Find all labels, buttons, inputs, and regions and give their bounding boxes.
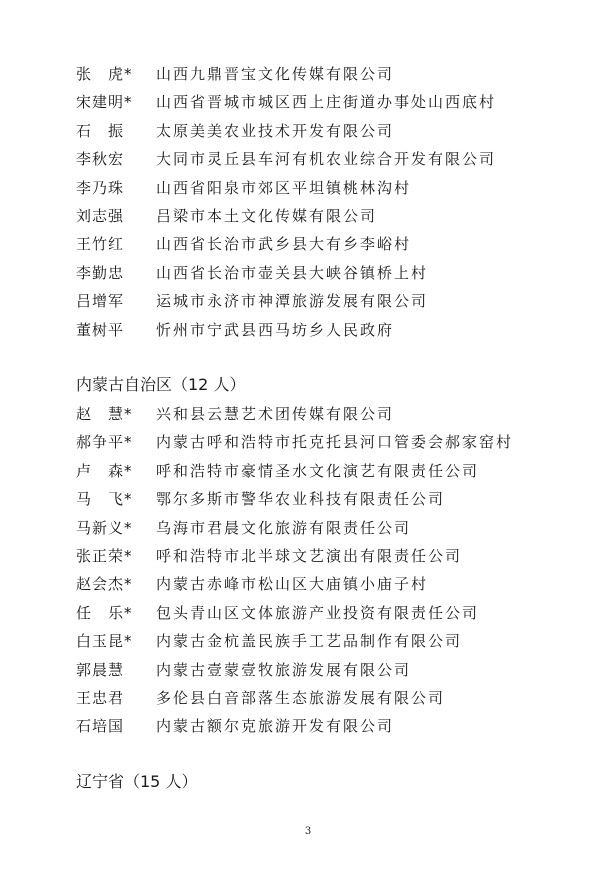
organization: 内蒙古金杭盖民族手工艺品制作有限公司	[156, 632, 463, 651]
section-heading-liaoning: 辽宁省（15 人）	[76, 772, 198, 791]
person-name: 马新义*	[76, 518, 133, 537]
list-item	[0, 514, 616, 542]
organization: 内蒙古壹蒙壹牧旅游发展有限公司	[156, 660, 412, 679]
person-name: 宋建明*	[76, 93, 133, 112]
list-item	[0, 570, 616, 598]
list-item	[0, 656, 616, 684]
list-item	[0, 684, 616, 712]
organization: 山西省长治市壶关县大峡谷镇桥上村	[156, 263, 429, 282]
list-item	[0, 316, 616, 344]
list-item	[0, 400, 616, 428]
organization: 山西省晋城市城区西上庄街道办事处山西底村	[156, 93, 497, 112]
list-item	[0, 287, 616, 315]
organization: 山西省阳泉市郊区平坦镇桃林沟村	[156, 178, 412, 197]
organization: 大同市灵丘县车河有机农业综合开发有限公司	[156, 150, 497, 169]
person-name: 刘志强	[76, 206, 125, 225]
person-name: 石 振	[76, 121, 125, 140]
list-item	[0, 117, 616, 145]
list-item	[0, 174, 616, 202]
list-item	[0, 712, 616, 740]
person-name: 郝争平*	[76, 433, 133, 452]
person-name: 张 虎*	[76, 65, 133, 83]
person-name: 郭晨慧	[76, 660, 125, 679]
organization: 呼和浩特市北半球文艺演出有限责任公司	[156, 546, 463, 565]
organization: 山西九鼎晋宝文化传媒有限公司	[156, 65, 395, 83]
person-name: 任 乐*	[76, 603, 133, 622]
organization: 内蒙古赤峰市松山区大庙镇小庙子村	[156, 575, 429, 594]
organization: 乌海市君晨文化旅游有限责任公司	[156, 518, 412, 537]
person-name: 李乃珠	[76, 178, 125, 197]
list-item	[0, 60, 616, 88]
person-name: 王忠君	[76, 688, 125, 707]
organization: 吕梁市本土文化传媒有限公司	[156, 206, 378, 225]
list-item	[0, 485, 616, 513]
organization: 山西省长治市武乡县大有乡李峪村	[156, 235, 412, 254]
organization: 多伦县白音部落生态旅游发展有限公司	[156, 688, 446, 707]
organization: 运城市永济市神潭旅游发展有限公司	[156, 292, 429, 311]
organization: 太原美美农业技术开发有限公司	[156, 121, 395, 140]
list-item	[0, 230, 616, 258]
list-item	[0, 599, 616, 627]
person-name: 卢 森*	[76, 461, 133, 480]
person-name: 吕增军	[76, 292, 125, 311]
person-name: 董树平	[76, 320, 125, 339]
list-item	[0, 202, 616, 230]
list-item	[0, 88, 616, 116]
shanxi-list	[0, 60, 616, 344]
list-item	[0, 428, 616, 456]
person-name: 马 飞*	[76, 490, 133, 509]
list-item	[0, 542, 616, 570]
page-number: 3	[304, 826, 312, 837]
section-heading-inner-mongolia: 内蒙古自治区（12 人）	[76, 375, 246, 394]
list-item	[0, 145, 616, 173]
organization: 忻州市宁武县西马坊乡人民政府	[156, 320, 395, 339]
list-item	[0, 259, 616, 287]
list-item	[0, 457, 616, 485]
inner-mongolia-list	[0, 400, 616, 741]
organization: 兴和县云慧艺术团传媒有限公司	[156, 405, 395, 423]
list-item	[0, 627, 616, 655]
person-name: 石培国	[76, 717, 125, 736]
organization: 鄂尔多斯市警华农业科技有限责任公司	[156, 490, 446, 509]
person-name: 王竹红	[76, 235, 125, 254]
person-name: 李勤忠	[76, 263, 125, 282]
person-name: 赵 慧*	[76, 405, 133, 423]
person-name: 白玉昆*	[76, 632, 133, 651]
organization: 包头青山区文体旅游产业投资有限责任公司	[156, 603, 480, 622]
organization: 内蒙古额尔克旅游开发有限公司	[156, 717, 395, 736]
person-name: 张正荣*	[76, 546, 133, 565]
organization: 内蒙古呼和浩特市托克托县河口管委会郝家窑村	[156, 433, 514, 452]
person-name: 李秋宏	[76, 150, 125, 169]
person-name: 赵会杰*	[76, 575, 133, 594]
organization: 呼和浩特市豪情圣水文化演艺有限责任公司	[156, 461, 480, 480]
